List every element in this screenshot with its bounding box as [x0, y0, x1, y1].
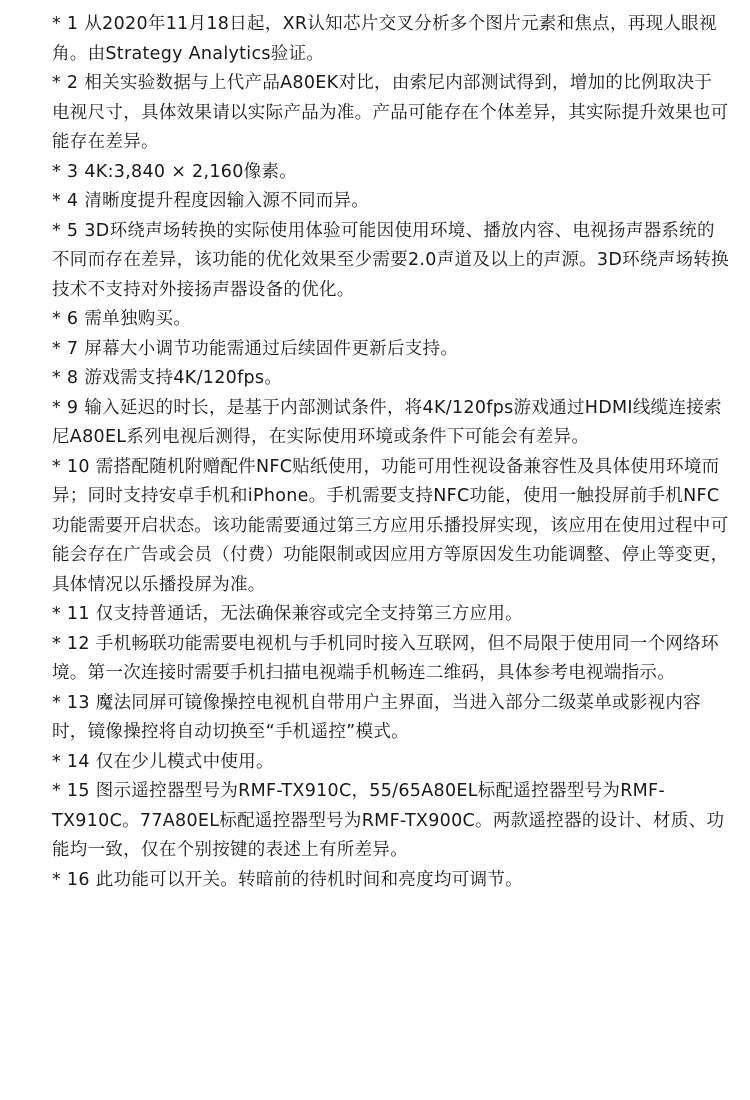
- footnote-marker: * 6: [52, 309, 79, 329]
- footnote-text: 屏幕大小调节功能需通过后续固件更新后支持。: [84, 338, 459, 359]
- footnote-text: 仅在少儿模式中使用。: [95, 751, 274, 772]
- footnote-marker: * 8: [52, 368, 79, 388]
- footnote-8: [52, 364, 730, 394]
- footnote-text: 4K:3,840 × 2,160像素。: [84, 161, 298, 182]
- footnote-marker: * 4: [52, 191, 79, 211]
- footnote-text: 魔法同屏可镜像操控电视机自带用户主界面，当进入部分二级菜单或影视内容时，镜像操控将自动切换至“手机遥控”模式。: [52, 692, 701, 742]
- footnote-5: [52, 217, 730, 306]
- footnote-9: [52, 394, 730, 453]
- footnote-marker: * 12: [52, 633, 90, 654]
- footnote-text: 游戏需支持4K/120fps。: [84, 368, 283, 388]
- footnote-marker: * 16: [52, 869, 90, 890]
- footnote-marker: * 11: [52, 604, 90, 624]
- footnote-marker: * 3: [52, 161, 79, 182]
- footnote-marker: * 7: [52, 338, 79, 359]
- footnote-marker: * 2: [52, 73, 79, 93]
- footnote-text: 3D环绕声场转换的实际使用体验可能因使用环境、播放内容、电视扬声器系统的不同而存在差异，该功能的优化效果至少需要2.0声道及以上的声源。3D环绕声场转换技术不支持对外接扬声器设备的优化。: [52, 220, 729, 300]
- footnote-12: [52, 630, 730, 689]
- footnote-7: [52, 335, 730, 365]
- footnote-16: [52, 866, 730, 896]
- footnote-text: 相关实验数据与上代产品A80EK对比，由索尼内部测试得到，增加的比例取决于电视尺寸，具体效果请以实际产品为准。产品可能存在个体差异，其实际提升效果也可能存在差异。: [52, 73, 729, 152]
- footnote-1: [52, 10, 730, 69]
- footnote-6: [52, 305, 730, 335]
- footnote-text: 手机畅联功能需要电视机与手机同时接入互联网，但不局限于使用同一个网络环境。第一次连接时需要手机扫描电视端手机畅连二维码，具体参考电视端指示。: [52, 633, 719, 683]
- footnote-15: [52, 777, 730, 866]
- footnote-3: [52, 158, 730, 188]
- footnote-text: 图示遥控器型号为RMF-TX910C，55/65A80EL标配遥控器型号为RMF-TX910C。77A80EL标配遥控器型号为RMF-TX900C。两款遥控器的设计、材质、功能均一致，仅在个别按键的表述上有所差异。: [52, 781, 725, 860]
- footnote-text: 需搭配随机附赠配件NFC贴纸使用，功能可用性视设备兼容性及具体使用环境而异；同时支持安卓手机和iPhone。手机需要支持NFC功能，使用一触投屏前手机NFC功能需要开启状态。该功能需要通过第三方应用乐播投屏实现，该应用在使用过程中可能会存在广告或会员（付费）功能限制或因应用方等原因发生功能调整、停止等变更，具体情况以乐播投屏为准。: [52, 456, 729, 595]
- footnote-text: 从2020年11月18日起，XR认知芯片交叉分析多个图片元素和焦点，再现人眼视角。由Strategy Analytics验证。: [52, 14, 717, 64]
- footnote-marker: * 13: [52, 692, 90, 713]
- footnote-marker: * 9: [52, 397, 79, 418]
- footnote-marker: * 5: [52, 220, 79, 241]
- footnote-text: 仅支持普通话，无法确保兼容或完全支持第三方应用。: [95, 604, 523, 624]
- footnote-14: [52, 748, 730, 778]
- footnote-4: [52, 187, 730, 217]
- footnote-2: [52, 69, 730, 158]
- footnote-marker: * 15: [52, 781, 90, 801]
- footnote-marker: * 1: [52, 14, 79, 34]
- footnote-10: [52, 453, 730, 601]
- footnote-text: 清晰度提升程度因输入源不同而异。: [84, 191, 370, 211]
- footnote-11: [52, 600, 730, 630]
- footnote-text: 输入延迟的时长，是基于内部测试条件，将4K/120fps游戏通过HDMI线缆连接索尼A80EL系列电视后测得，在实际使用环境或条件下可能会有差异。: [52, 397, 722, 447]
- footnote-13: [52, 689, 730, 748]
- footnote-marker: * 10: [52, 456, 90, 477]
- footnote-text: 需单独购买。: [84, 309, 192, 329]
- footnote-text: 此功能可以开关。转暗前的待机时间和亮度均可调节。: [95, 869, 523, 890]
- footnotes-list: [52, 10, 730, 895]
- footnote-marker: * 14: [52, 751, 90, 772]
